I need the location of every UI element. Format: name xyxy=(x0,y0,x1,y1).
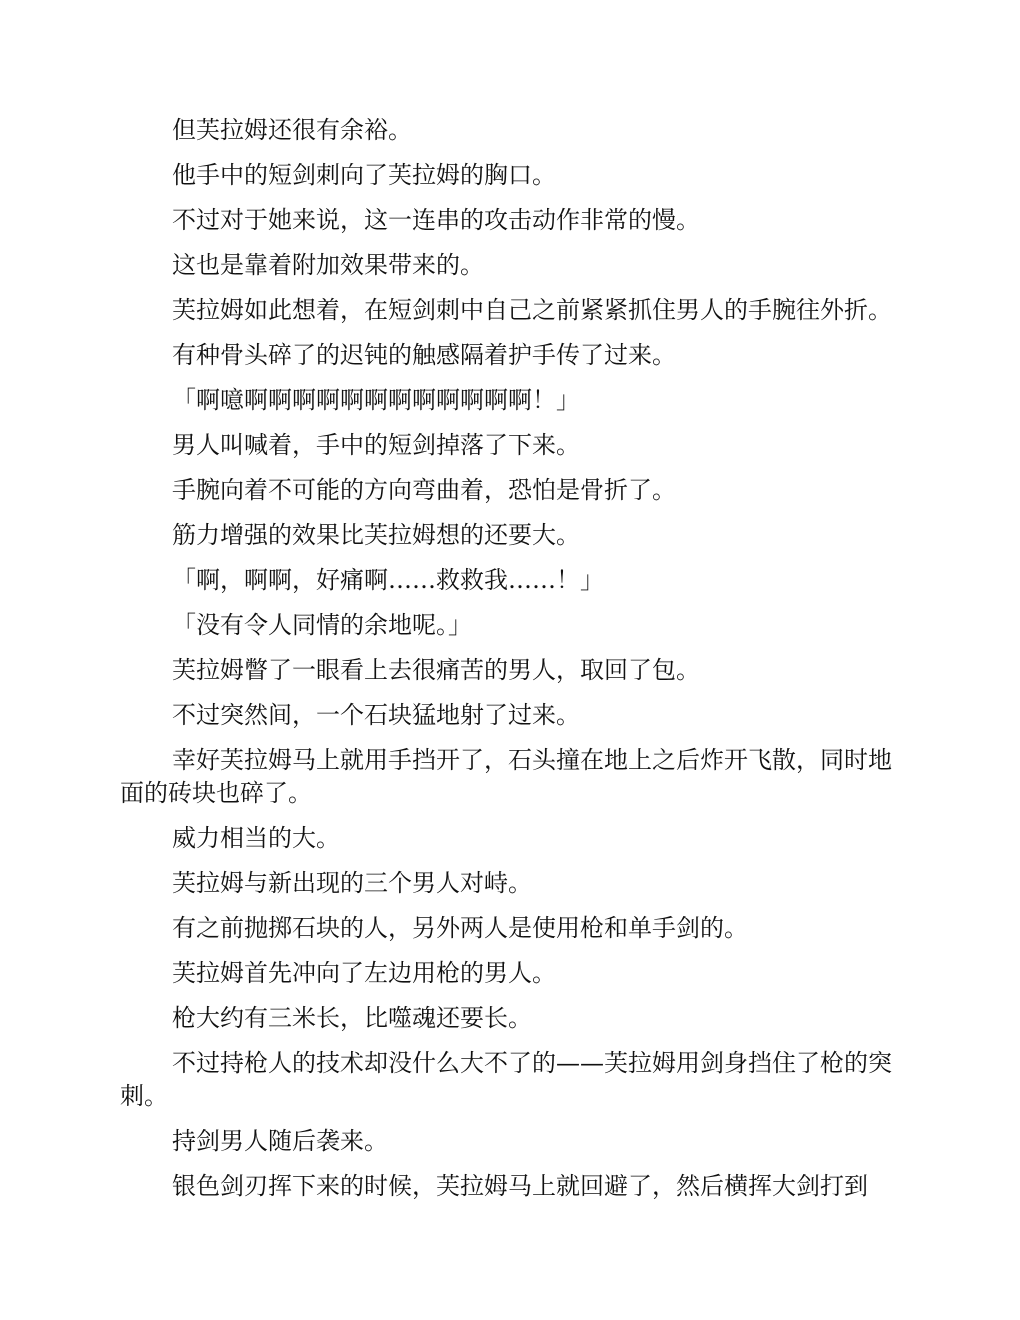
dialogue-line-1: 「啊噫啊啊啊啊啊啊啊啊啊啊啊啊！」 xyxy=(172,386,580,414)
paragraph-13: 芙拉姆瞥了一眼看上去很痛苦的男人，取回了包。 xyxy=(172,656,700,684)
paragraph-17: 芙拉姆与新出现的三个男人对峙。 xyxy=(172,869,532,897)
paragraph-3: 不过对于她来说，这一连串的攻击动作非常的慢。 xyxy=(172,206,700,234)
paragraph-6: 有种骨头碎了的迟钝的触感隔着护手传了过来。 xyxy=(172,341,676,369)
paragraph-21: 不过持枪人的技术却没什么大不了的——芙拉姆用剑身挡住了枪的突刺。 xyxy=(120,1049,892,1110)
paragraph-10: 筋力增强的效果比芙拉姆想的还要大。 xyxy=(172,521,580,549)
dialogue-line-2: 「啊，啊啊，好痛啊……救救我……！」 xyxy=(172,566,604,594)
dialogue-line-3: 「没有令人同情的余地呢。」 xyxy=(172,611,472,639)
paragraph-18: 有之前抛掷石块的人，另外两人是使用枪和单手剑的。 xyxy=(172,914,748,942)
paragraph-23: 银色剑刃挥下来的时候，芙拉姆马上就回避了，然后横挥大剑打到 xyxy=(172,1172,868,1200)
paragraph-9: 手腕向着不可能的方向弯曲着，恐怕是骨折了。 xyxy=(172,476,676,504)
paragraph-20: 枪大约有三米长，比噬魂还要长。 xyxy=(172,1004,532,1032)
paragraph-16: 威力相当的大。 xyxy=(172,824,340,852)
document-page xyxy=(120,114,900,1215)
paragraph-14: 不过突然间，一个石块猛地射了过来。 xyxy=(172,701,580,729)
paragraph-5: 芙拉姆如此想着，在短剑刺中自己之前紧紧抓住男人的手腕往外折。 xyxy=(172,296,892,324)
paragraph-2: 他手中的短剑刺向了芙拉姆的胸口。 xyxy=(172,161,556,189)
paragraph-22: 持剑男人随后袭来。 xyxy=(172,1127,388,1155)
paragraph-4: 这也是靠着附加效果带来的。 xyxy=(172,251,484,279)
paragraph-15: 幸好芙拉姆马上就用手挡开了，石头撞在地上之后炸开飞散，同时地面的砖块也碎了。 xyxy=(120,746,892,807)
paragraph-1: 但芙拉姆还很有余裕。 xyxy=(172,116,412,144)
paragraph-8: 男人叫喊着，手中的短剑掉落了下来。 xyxy=(172,431,580,459)
paragraph-19: 芙拉姆首先冲向了左边用枪的男人。 xyxy=(172,959,556,987)
